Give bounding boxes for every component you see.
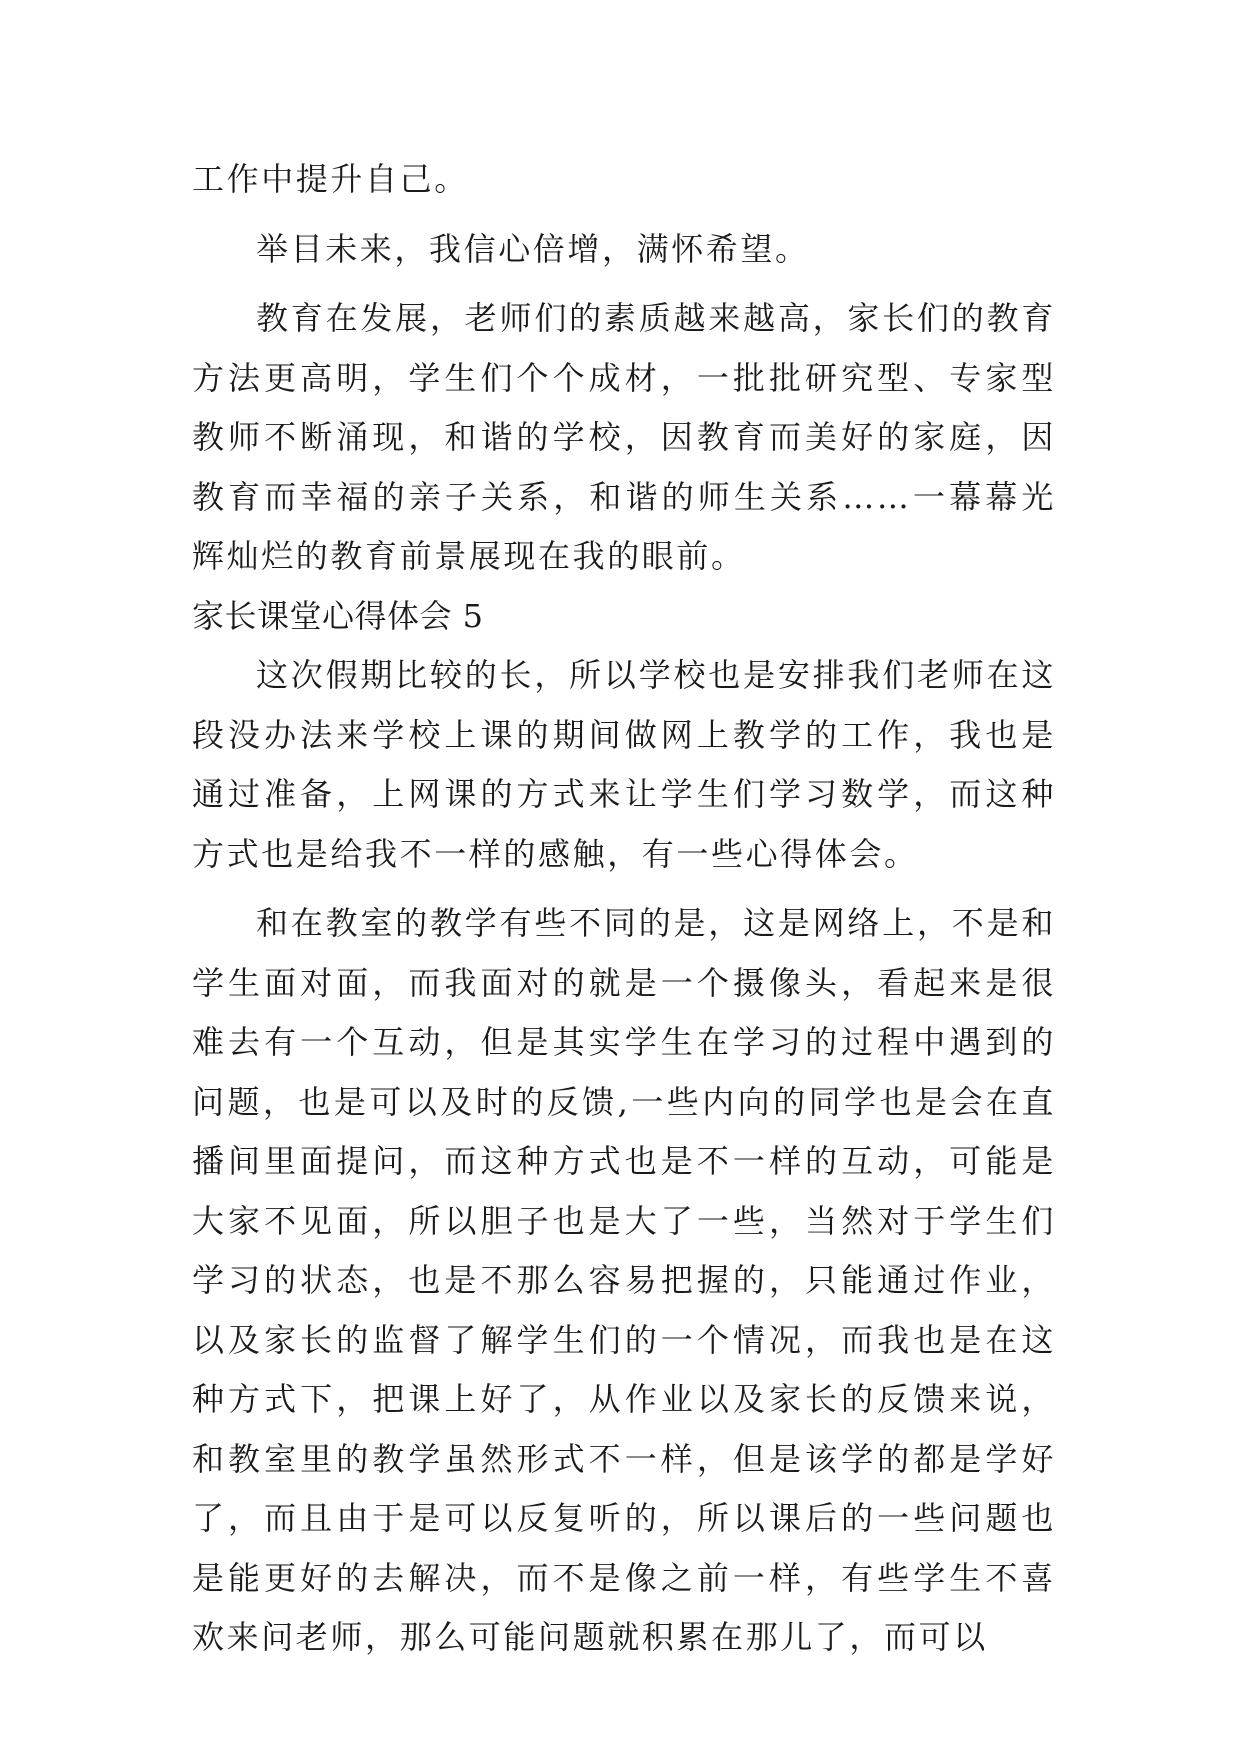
paragraph: 和在教室的教学有些不同的是，这是网络上，不是和学生面对面，而我面对的就是一个摄像头，看起来是很难去有一个互动，但是其实学生在学习的过程中遇到的问题，也是可以及时的反馈,一些内向的同学也是会在直播间里面提问，而这种方式也是不一样的互动，可能是大家不见面，所以胆子也是大了一些，当然对于学生们学习的状态，也是不那么容易把握的，只能通过作业，以及家长的监督了解学生们的一个情况，而我也是在这种方式下，把课上好了，从作业以及家长的反馈来说，和教室里的教学虽然形式不一样，但是该学的都是学好了，而且由于是可以反复听的，所以课后的一些问题也是能更好的去解决，而不是像之前一样，有些学生不喜欢来问老师，那么可能问题就积累在那儿了，而可以 [192,904,1056,1656]
paragraph-continuation: 工作中提升自己。 [192,160,469,198]
document-body [192,150,1056,1668]
paragraph: 教育在发展，老师们的素质越来越高，家长们的教育方法更高明，学生们个个成材，一批批研究型、专家型教师不断涌现，和谐的学校，因教育而美好的家庭，因教育而幸福的亲子关系，和谐的师生关系……一幕幕光辉灿烂的教育前景展现在我的眼前。 [192,299,1056,575]
paragraph: 举目未来，我信心倍增，满怀希望。 [256,229,810,268]
paragraph: 这次假期比较的长，所以学校也是安排我们老师在这段没办法来学校上课的期间做网上教学的工作，我也是通过准备，上网课的方式来让学生们学习数学，而这种方式也是给我不一样的感触，有一些心得体会。 [192,656,1056,873]
section-heading: 家长课堂心得体会 5 [192,596,484,635]
